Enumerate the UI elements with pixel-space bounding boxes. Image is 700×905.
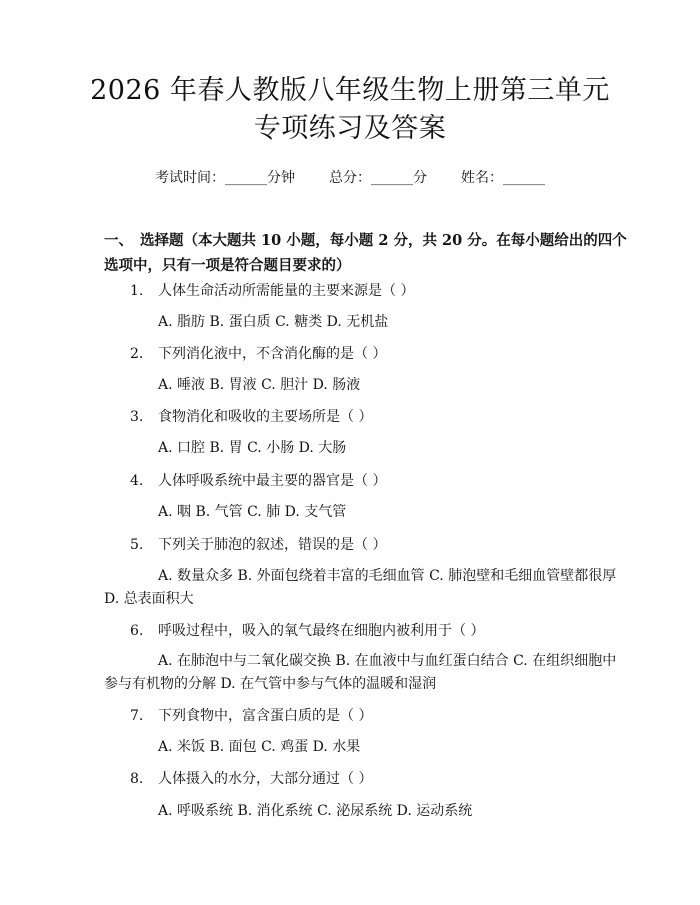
question-text: 食物消化和吸收的主要场所是（ ） [158, 409, 373, 425]
question-8-options: A. 呼吸系统 B. 消化系统 C. 泌尿系统 D. 运动系统 [158, 803, 473, 819]
exam-info-line [0, 168, 700, 188]
question-number: 1. [130, 283, 144, 299]
question-6-options: A. 在肺泡中与二氧化碳交换 B. 在血液中与血红蛋白结合 C. 在组织细胞中参与有机物的分解 D. 在气管中参与气体的温暖和湿润 [104, 653, 617, 692]
question-1 [130, 280, 630, 302]
question-text: 下列消化液中，不含消化酶的是（ ） [158, 346, 387, 362]
question-text: 呼吸过程中，吸入的氧气最终在细胞内被利用于（ ） [158, 623, 485, 639]
question-3 [130, 406, 630, 428]
question-text: 下列关于肺泡的叙述，错误的是（ ） [158, 537, 387, 553]
question-6 [130, 620, 630, 642]
section-instructions: 选择题（本大题共 10 小题，每小题 2 分，共 20 分。在每小题给出的四个选项中，只有一项是符合题目要求的） [104, 232, 627, 274]
question-7 [130, 705, 630, 727]
question-1-options: A. 脂肪 B. 蛋白质 C. 糖类 D. 无机盐 [158, 314, 389, 330]
question-8 [130, 768, 630, 790]
question-number: 8. [130, 771, 144, 787]
question-4-options: A. 咽 B. 气管 C. 肺 D. 支气管 [158, 504, 347, 520]
question-number: 6. [130, 623, 144, 639]
question-text: 人体摄入的水分，大部分通过（ ） [158, 771, 373, 787]
question-number: 7. [130, 708, 144, 724]
section-heading [104, 228, 634, 278]
section-number: 一、 [104, 232, 133, 249]
question-5 [130, 534, 630, 556]
question-2 [130, 343, 630, 365]
question-text: 人体生命活动所需能量的主要来源是（ ） [158, 283, 415, 299]
question-4 [130, 470, 630, 492]
document-title: 2026 年春人教版八年级生物上册第三单元专项练习及答案 [90, 75, 610, 144]
question-number: 4. [130, 473, 144, 489]
exam-time-field: 考试时间：______分钟 [155, 170, 295, 186]
question-text: 下列食物中，富含蛋白质的是（ ） [158, 708, 373, 724]
question-text: 人体呼吸系统中最主要的器官是（ ） [158, 473, 387, 489]
question-number: 2. [130, 346, 144, 362]
question-2-options: A. 唾液 B. 胃液 C. 胆汁 D. 肠液 [158, 377, 361, 393]
question-3-options: A. 口腔 B. 胃 C. 小肠 D. 大肠 [158, 440, 347, 456]
name-field: 姓名：______ [461, 170, 545, 186]
question-7-options: A. 米饭 B. 面包 C. 鸡蛋 D. 水果 [158, 739, 361, 755]
total-score-field: 总分：______分 [329, 170, 427, 186]
question-number: 3. [130, 409, 144, 425]
question-number: 5. [130, 537, 144, 553]
question-5-options: A. 数量众多 B. 外面包绕着丰富的毛细血管 C. 肺泡壁和毛细血管壁都很厚 D. 总表面积大 [104, 568, 617, 607]
